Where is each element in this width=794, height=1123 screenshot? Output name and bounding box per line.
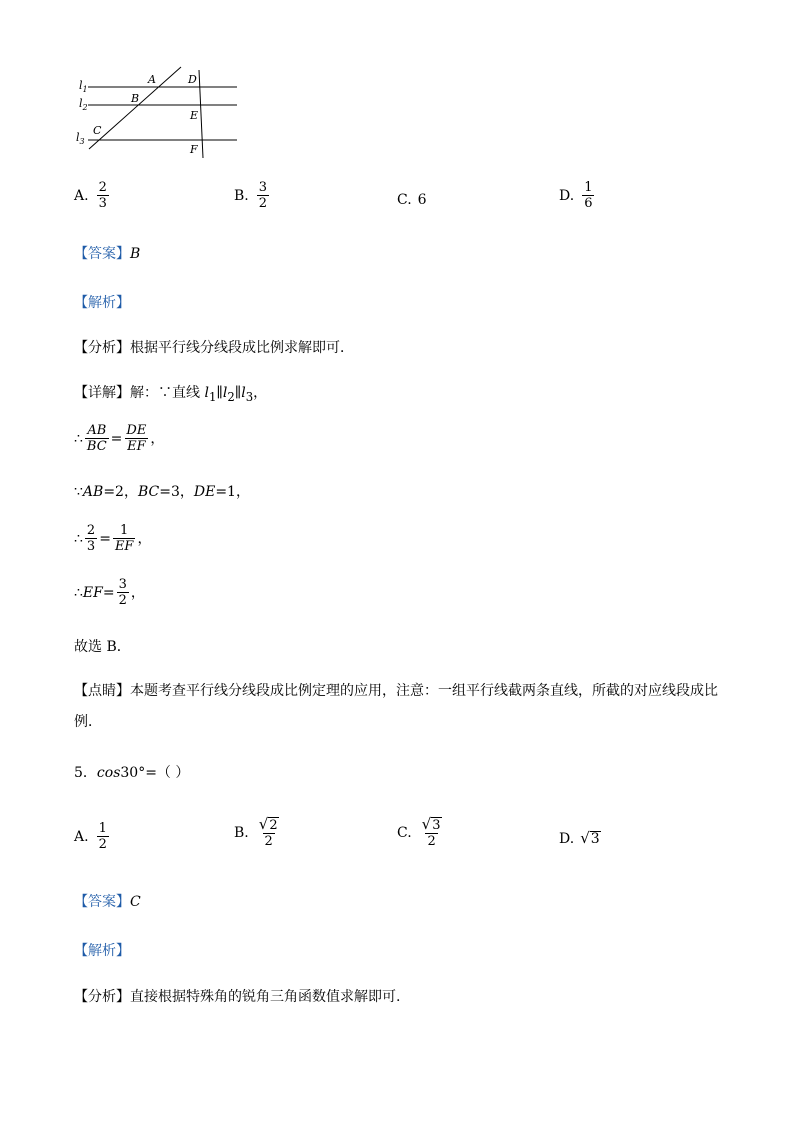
label-l1: $l_1$ xyxy=(79,79,88,94)
q4-analysis-heading: 【解析】 xyxy=(74,295,130,311)
q4-detail-line1: 【详解】解：∵直线 $l_1\parallel l_2\parallel l_3$， xyxy=(74,385,268,404)
transversal-def xyxy=(199,70,203,158)
label-D: D xyxy=(188,73,197,86)
q5-option-a: A. $\frac{1}{2}$ xyxy=(74,821,107,852)
label-F: F xyxy=(190,143,198,156)
sqrt: √ 3 xyxy=(580,829,600,847)
fraction: $\frac{DE}{EF}$ xyxy=(126,423,147,454)
fraction: √ 3 2 xyxy=(420,817,444,849)
q4-option-c: C. 6 xyxy=(397,192,427,208)
q4-detail-line3: ∵AB=2，BC=3，DE=1， xyxy=(74,484,250,500)
q4-fenxi: 【分析】根据平行线分线段成比例求解即可． xyxy=(74,340,354,356)
label-A: A xyxy=(148,73,156,86)
q5-option-b: B. √ 2 2 xyxy=(234,817,283,849)
label-E: E xyxy=(190,109,199,122)
fraction: $\frac{3}{2}$ xyxy=(258,180,268,211)
q5-answer: 【答案】C xyxy=(74,894,141,910)
q4-option-b: B. $\frac{3}{2}$ xyxy=(234,180,268,211)
q5-option-d: D. √ 3 xyxy=(559,829,600,847)
fraction: $\frac{1}{2}$ xyxy=(98,821,107,852)
label-l2: $l_2$ xyxy=(79,97,88,112)
q4-option-a: A. $\frac{2}{3}$ xyxy=(74,180,107,211)
q4-detail-line5: ∴ EF = $\frac{3}{2}$ ， xyxy=(74,577,145,608)
q4-detail-line4: ∴ $\frac{2}{3}$ = $\frac{1}{EF}$ ， xyxy=(74,523,152,554)
sqrt: √ 3 xyxy=(421,815,441,833)
q5-option-c: C. √ 3 2 xyxy=(397,817,446,849)
fraction: $\frac{1}{EF}$ xyxy=(114,523,134,554)
fraction: $\frac{AB}{BC}$ xyxy=(86,423,107,454)
q4-answer: 【答案】B xyxy=(74,246,141,262)
sqrt: √ 2 xyxy=(258,815,278,833)
parallel-lines-figure xyxy=(70,60,250,165)
label-B: B xyxy=(131,92,140,105)
q5-analysis-heading: 【解析】 xyxy=(74,943,130,959)
q4-dianjing: 【点睛】本题考查平行线分线段成比例定理的应用，注意：一组平行线截两条直线，所截的对应线段成比 xyxy=(74,683,718,699)
q4-dianjing-cont: 例． xyxy=(74,714,102,730)
transversal-abc xyxy=(89,67,181,149)
q4-option-d: D. $\frac{1}{6}$ xyxy=(559,180,593,211)
q4-detail-line2: ∴ $\frac{AB}{BC}$ = $\frac{DE}{EF}$ ， xyxy=(74,423,165,454)
q4-detail-line6: 故选 B． xyxy=(74,639,131,655)
q5-fenxi: 【分析】直接根据特殊角的锐角三角函数值求解即可. xyxy=(74,989,401,1005)
fraction: $\frac{1}{6}$ xyxy=(584,180,593,211)
q5-stem: 5．cos30°=（ ） xyxy=(74,765,190,781)
label-l3: $l_3$ xyxy=(76,131,85,146)
fraction: $\frac{2}{3}$ xyxy=(86,523,96,554)
fraction: $\frac{3}{2}$ xyxy=(118,577,127,608)
label-C: C xyxy=(93,124,102,137)
fraction: $\frac{2}{3}$ xyxy=(98,180,107,211)
fraction: √ 2 2 xyxy=(257,817,281,849)
